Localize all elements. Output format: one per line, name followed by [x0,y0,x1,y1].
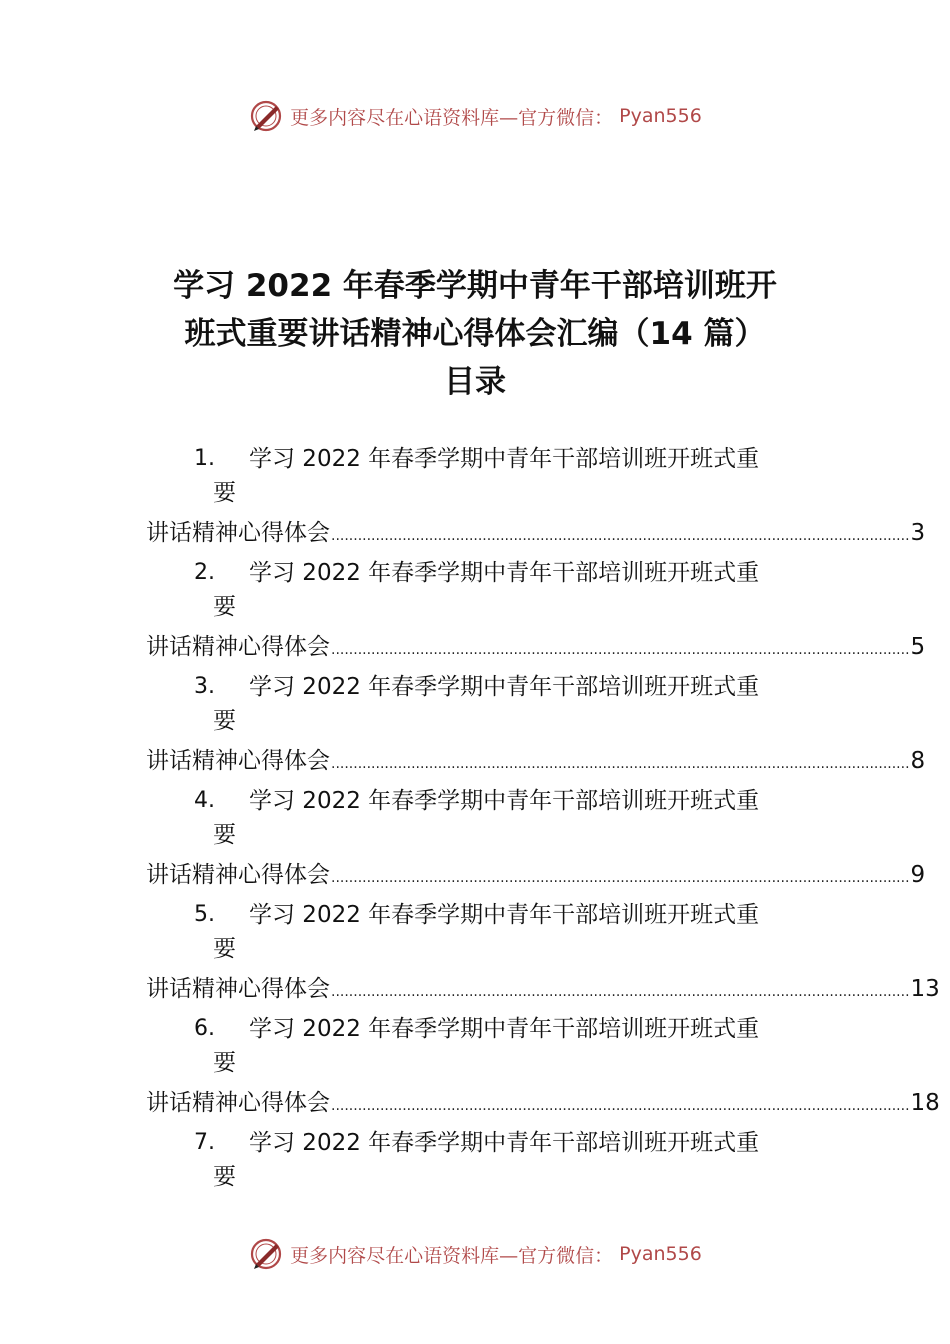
toc-entry-page: 18 [910,1090,940,1116]
toc-entry-leader-line [146,744,926,781]
header-banner [0,94,950,138]
toc-entry-leader-line [146,858,926,895]
dot-leader: .................................................................................................................................. [331,984,910,1000]
toc-entry-page: 13 [910,976,940,1002]
banner-text: 更多内容尽在心语资料库—官方微信： [290,106,614,129]
footer-banner [0,1232,950,1276]
toc-entry[interactable] [0,778,950,892]
toc-entry-page: 9 [910,862,926,888]
toc-entry-title: 学习 2022 年春季学期中青年干部培训班开班式重 [249,1016,760,1042]
banner-wechat-id: Pyan556 [619,1243,702,1265]
toc-entry-title-end: 讲话精神心得体会 [146,520,330,546]
toc-entry-title-cont: 要 [213,708,236,734]
toc-entry-number: 4. [194,788,215,813]
toc-entry-title-cont: 要 [213,936,236,962]
toc-entry-title-cont: 要 [213,822,236,848]
pen-seal-icon [248,1236,284,1272]
dot-leader: .................................................................................................................................. [331,870,910,886]
toc-entry[interactable] [0,1006,950,1120]
title-line-2: 班式重要讲话精神心得体会汇编（14 篇） [184,316,766,352]
toc-entry-page: 3 [910,520,926,546]
dot-leader: .................................................................................................................................. [331,642,910,658]
toc-entry[interactable] [0,1120,950,1234]
toc-entry-title-end: 讲话精神心得体会 [146,976,330,1002]
toc-entry-number: 6. [194,1016,215,1041]
toc-entry-title-end: 讲话精神心得体会 [146,748,330,774]
toc-entry-title-cont: 要 [213,594,236,620]
toc-entry-number: 7. [194,1130,215,1155]
toc-entry[interactable] [0,436,950,550]
toc-entry-number: 2. [194,560,215,585]
toc-entry-title: 学习 2022 年春季学期中青年干部培训班开班式重 [249,788,760,814]
pen-seal-icon [248,98,284,134]
dot-leader: .................................................................................................................................. [331,756,910,772]
toc-entry-title-cont: 要 [213,1164,236,1190]
toc-entry-number: 1. [194,446,215,471]
toc-entry-title: 学习 2022 年春季学期中青年干部培训班开班式重 [249,1130,760,1156]
toc-entry-leader-line [146,630,926,667]
toc-entry-title-end: 讲话精神心得体会 [146,1090,330,1116]
title-line-3: 目录 [444,364,506,400]
toc-entry-title-cont: 要 [213,480,236,506]
toc-entry-title: 学习 2022 年春季学期中青年干部培训班开班式重 [249,446,760,472]
toc-entry-page: 5 [910,634,926,660]
toc-entry-page: 8 [910,748,926,774]
toc-entry-leader-line [146,1086,940,1123]
toc-entry-title: 学习 2022 年春季学期中青年干部培训班开班式重 [249,560,760,586]
toc-entry-title-cont: 要 [213,1050,236,1076]
dot-leader: .................................................................................................................................. [331,1098,910,1114]
toc-entry-title-end: 讲话精神心得体会 [146,862,330,888]
document-title [0,262,950,406]
toc-entry-leader-line [146,972,940,1009]
toc-entry[interactable] [0,892,950,1006]
toc-entry-title: 学习 2022 年春季学期中青年干部培训班开班式重 [249,902,760,928]
toc-entry-leader-line [146,516,926,553]
toc-entry-number: 3. [194,674,215,699]
banner-wechat-id: Pyan556 [619,105,702,127]
toc-entry[interactable] [0,664,950,778]
banner-text: 更多内容尽在心语资料库—官方微信： [290,1244,614,1267]
toc-entry-title: 学习 2022 年春季学期中青年干部培训班开班式重 [249,674,760,700]
title-line-1: 学习 2022 年春季学期中青年干部培训班开 [173,268,777,304]
toc-entry-number: 5. [194,902,215,927]
toc-entry-title-end: 讲话精神心得体会 [146,634,330,660]
toc-entry[interactable] [0,550,950,664]
table-of-contents [0,436,950,1234]
dot-leader: .................................................................................................................................. [331,528,910,544]
